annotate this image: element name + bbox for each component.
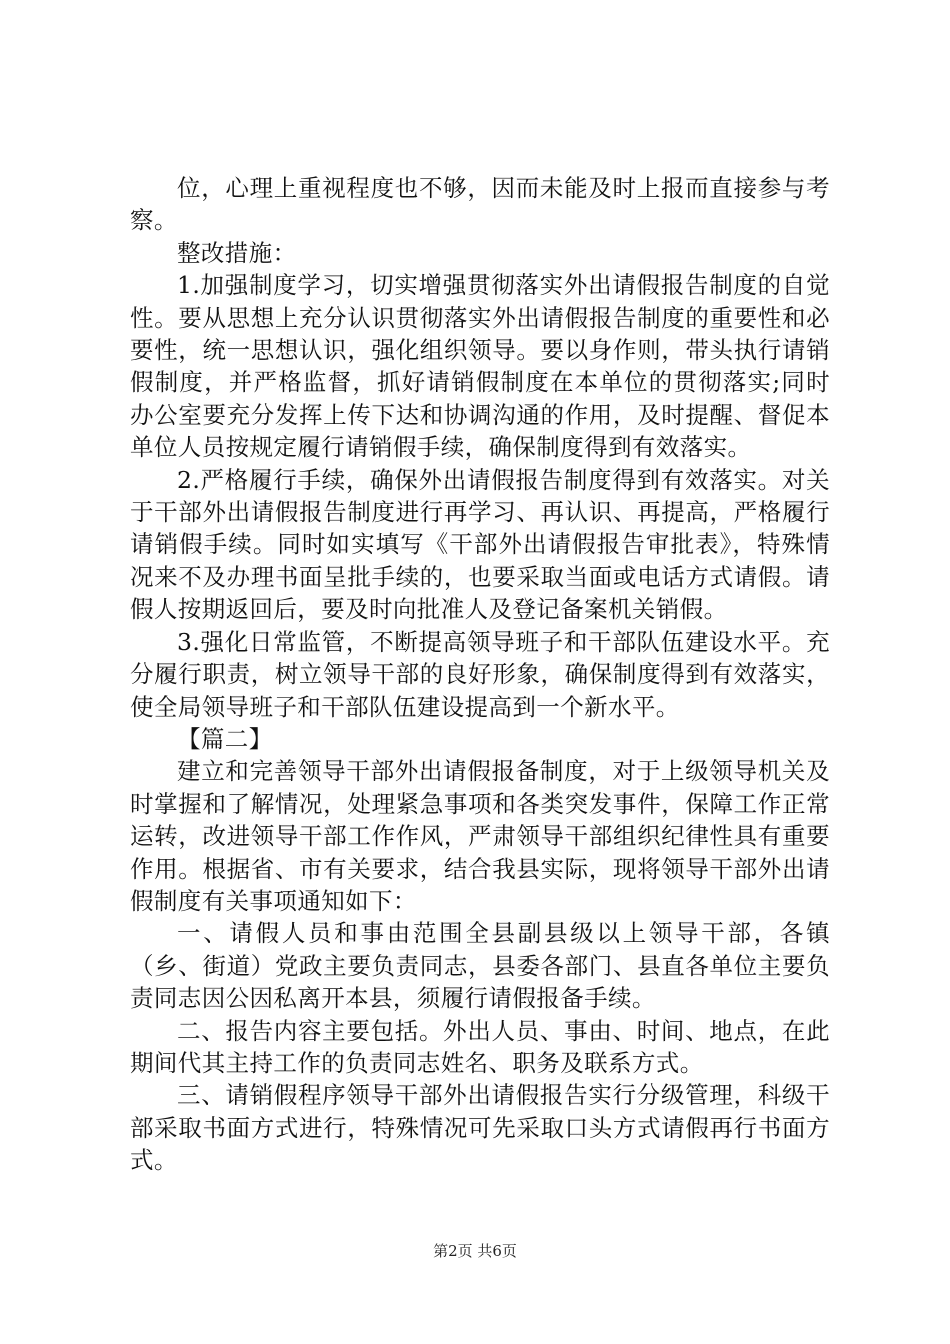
section-heading: 【篇二】 (177, 724, 273, 753)
paragraph: 一、请假人员和事由范围全县副县级以上领导干部，各镇（乡、街道）党政主要负责同志，县委各部门、县直各单位主要负责同志因公因私离开本县，须履行请假报备手续。 (130, 919, 830, 1013)
paragraph: 建立和完善领导干部外出请假报备制度，对于上级领导机关及时掌握和了解情况，处理紧急事项和各类突发事件，保障工作正常运转，改进领导干部工作作风，严肃领导干部组织纪律性具有重要作用。根据省、市有关要求，结合我县实际，现将领导干部外出请假制度有关事项通知如下： (130, 757, 830, 915)
document-body (130, 172, 830, 1177)
paragraph: 2.严格履行手续，确保外出请假报告制度得到有效落实。对关于干部外出请假报告制度进行再学习、再认识、再提高，严格履行请销假手续。同时如实填写《干部外出请假报告审批表》，特殊情况来不及办理书面呈批手续的，也要采取当面或电话方式请假。请假人按期返回后，要及时向批准人及登记备案机关销假。 (130, 465, 830, 624)
paragraph: 位，心理上重视程度也不够，因而未能及时上报而直接参与考察。 (130, 174, 830, 235)
paragraph: 整改措施： (177, 238, 297, 267)
paragraph: 3.强化日常监管，不断提高领导班子和干部队伍建设水平。充分履行职责，树立领导干部的良好形象，确保制度得到有效落实，使全局领导班子和干部队伍建设提高到一个新水平。 (130, 627, 830, 721)
page-number-footer: 第2页 共6页 (433, 1242, 517, 1260)
paragraph: 1.加强制度学习，切实增强贯彻落实外出请假报告制度的自觉性。要从思想上充分认识贯彻落实外出请假报告制度的重要性和必要性，统一思想认识，强化组织领导。要以身作则，带头执行请销假制度，并严格监督，抓好请销假制度在本单位的贯彻落实;同时办公室要充分发挥上传下达和协调沟通的作用，及时提醒、督促本单位人员按规定履行请销假手续，确保制度得到有效落实。 (130, 271, 830, 462)
paragraph: 二、报告内容主要包括。外出人员、事由、时间、地点，在此期间代其主持工作的负责同志姓名、职务及联系方式。 (130, 1016, 830, 1077)
paragraph: 三、请销假程序领导干部外出请假报告实行分级管理，科级干部采取书面方式进行，特殊情况可先采取口头方式请假再行书面方式。 (130, 1081, 830, 1175)
